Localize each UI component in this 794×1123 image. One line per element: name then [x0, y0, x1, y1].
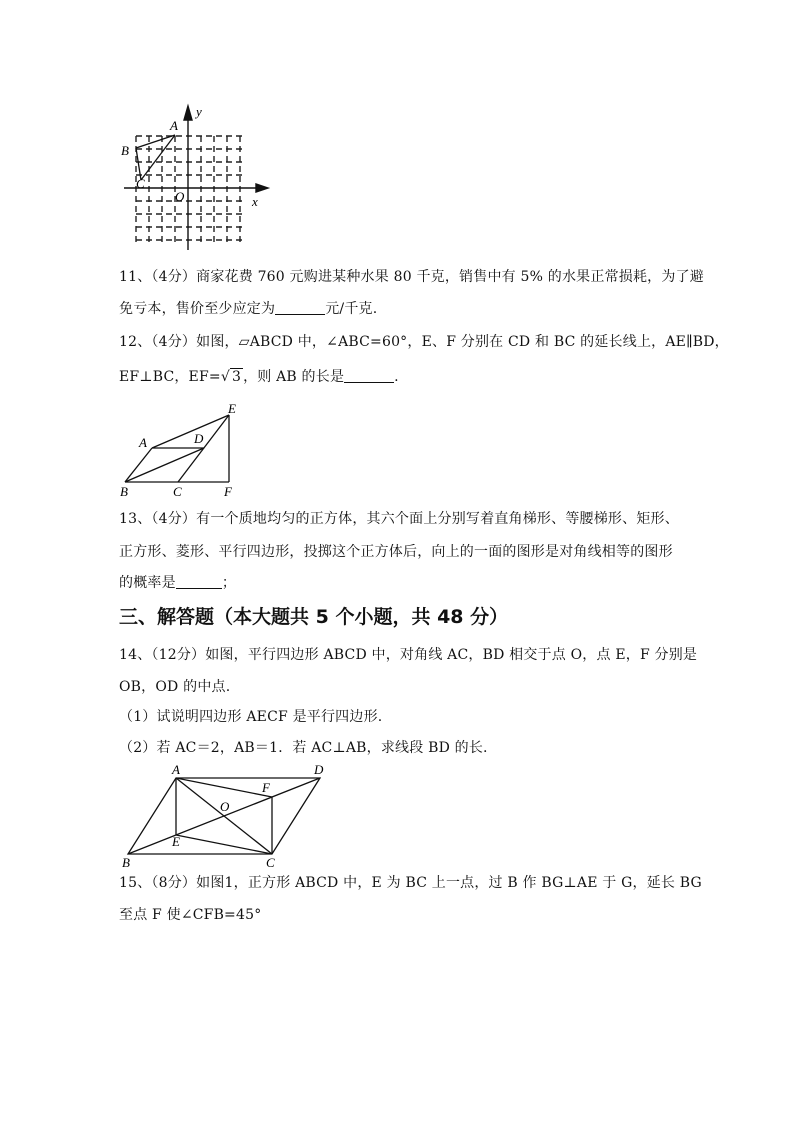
q11-line2	[119, 298, 377, 318]
sqrt-value: 3	[231, 369, 242, 385]
q14-part1: （1）试说明四边形 AECF 是平行四边形.	[119, 709, 383, 725]
q13-line1: 13、（4分）有一个质地均匀的正方体，其六个面上分别写着直角梯形、等腰梯形、矩形、	[119, 511, 679, 527]
q13-line3-text: 的概率是	[119, 575, 176, 591]
label-b: B	[121, 143, 129, 158]
q12-line2-text: EF⊥BC，EF=	[119, 369, 221, 385]
label-a: A	[139, 435, 147, 450]
label-d: D	[194, 431, 204, 446]
q14-part2: （2）若 AC＝2，AB＝1．若 AC⊥AB，求线段 BD 的长.	[119, 740, 488, 756]
q14-line2: OB，OD 的中点.	[119, 679, 231, 695]
label-o: O	[220, 799, 230, 814]
label-o: O	[175, 189, 185, 204]
answer-blank	[275, 300, 325, 315]
label-y: y	[196, 104, 202, 119]
label-b: B	[122, 855, 130, 868]
parallelogram-ef-figure	[116, 400, 256, 500]
q14-line1: 14、（12分）如图，平行四边形 ABCD 中，对角线 AC，BD 相交于点 O，点 E，F 分别是	[119, 647, 698, 663]
q13-line2: 正方形、菱形、平行四边形，投掷这个正方体后，向上的一面的图形是对角线相等的图形	[119, 544, 673, 560]
label-x: x	[252, 194, 258, 209]
grid-lines	[136, 136, 244, 245]
q12-line2-mid: ，则 AB 的长是	[243, 369, 345, 385]
label-e: E	[172, 834, 180, 849]
label-f: F	[262, 780, 270, 795]
label-a: A	[172, 762, 180, 777]
q13-line3	[119, 572, 236, 592]
label-c: C	[136, 176, 145, 191]
q13-line3-end: ；	[221, 575, 237, 591]
coordinate-grid-figure	[116, 100, 276, 260]
parallelogram-abcd-figure	[116, 760, 332, 868]
q15-line1: 15、（8分）如图1，正方形 ABCD 中，E 为 BC 上一点，过 B 作 BG⊥AE 于 G，延长 BG	[119, 875, 702, 891]
q11-line2-unit: 元/千克.	[325, 301, 378, 317]
label-c: C	[266, 855, 275, 868]
q12-line1: 12、（4分）如图，▱ABCD 中，∠ABC=60°，E、F 分别在 CD 和 BC 的延长线上，AE∥BD，	[119, 334, 729, 350]
label-f: F	[224, 484, 232, 499]
q12-line2-end: .	[394, 369, 399, 385]
axes	[124, 106, 268, 250]
label-c: C	[173, 484, 182, 499]
label-b: B	[120, 484, 128, 499]
label-a: A	[170, 118, 178, 133]
sqrt-symbol: √ 3	[220, 369, 242, 385]
q15-line2: 至点 F 使∠CFB=45°	[119, 907, 262, 923]
answer-blank	[176, 574, 222, 589]
q11-line1: 11、（4分）商家花费 760 元购进某种水果 80 千克，销售中有 5% 的水果正常损耗，为了避	[119, 269, 704, 285]
label-d: D	[314, 762, 324, 777]
q12-line2	[119, 366, 399, 386]
q11-line2-text: 免亏本，售价至少应定为	[119, 301, 276, 317]
triangle-abc	[136, 135, 175, 180]
answer-blank	[344, 368, 394, 383]
section-heading: 三、解答题（本大题共 5 个小题，共 48 分）	[119, 606, 509, 628]
label-e: E	[228, 401, 236, 416]
